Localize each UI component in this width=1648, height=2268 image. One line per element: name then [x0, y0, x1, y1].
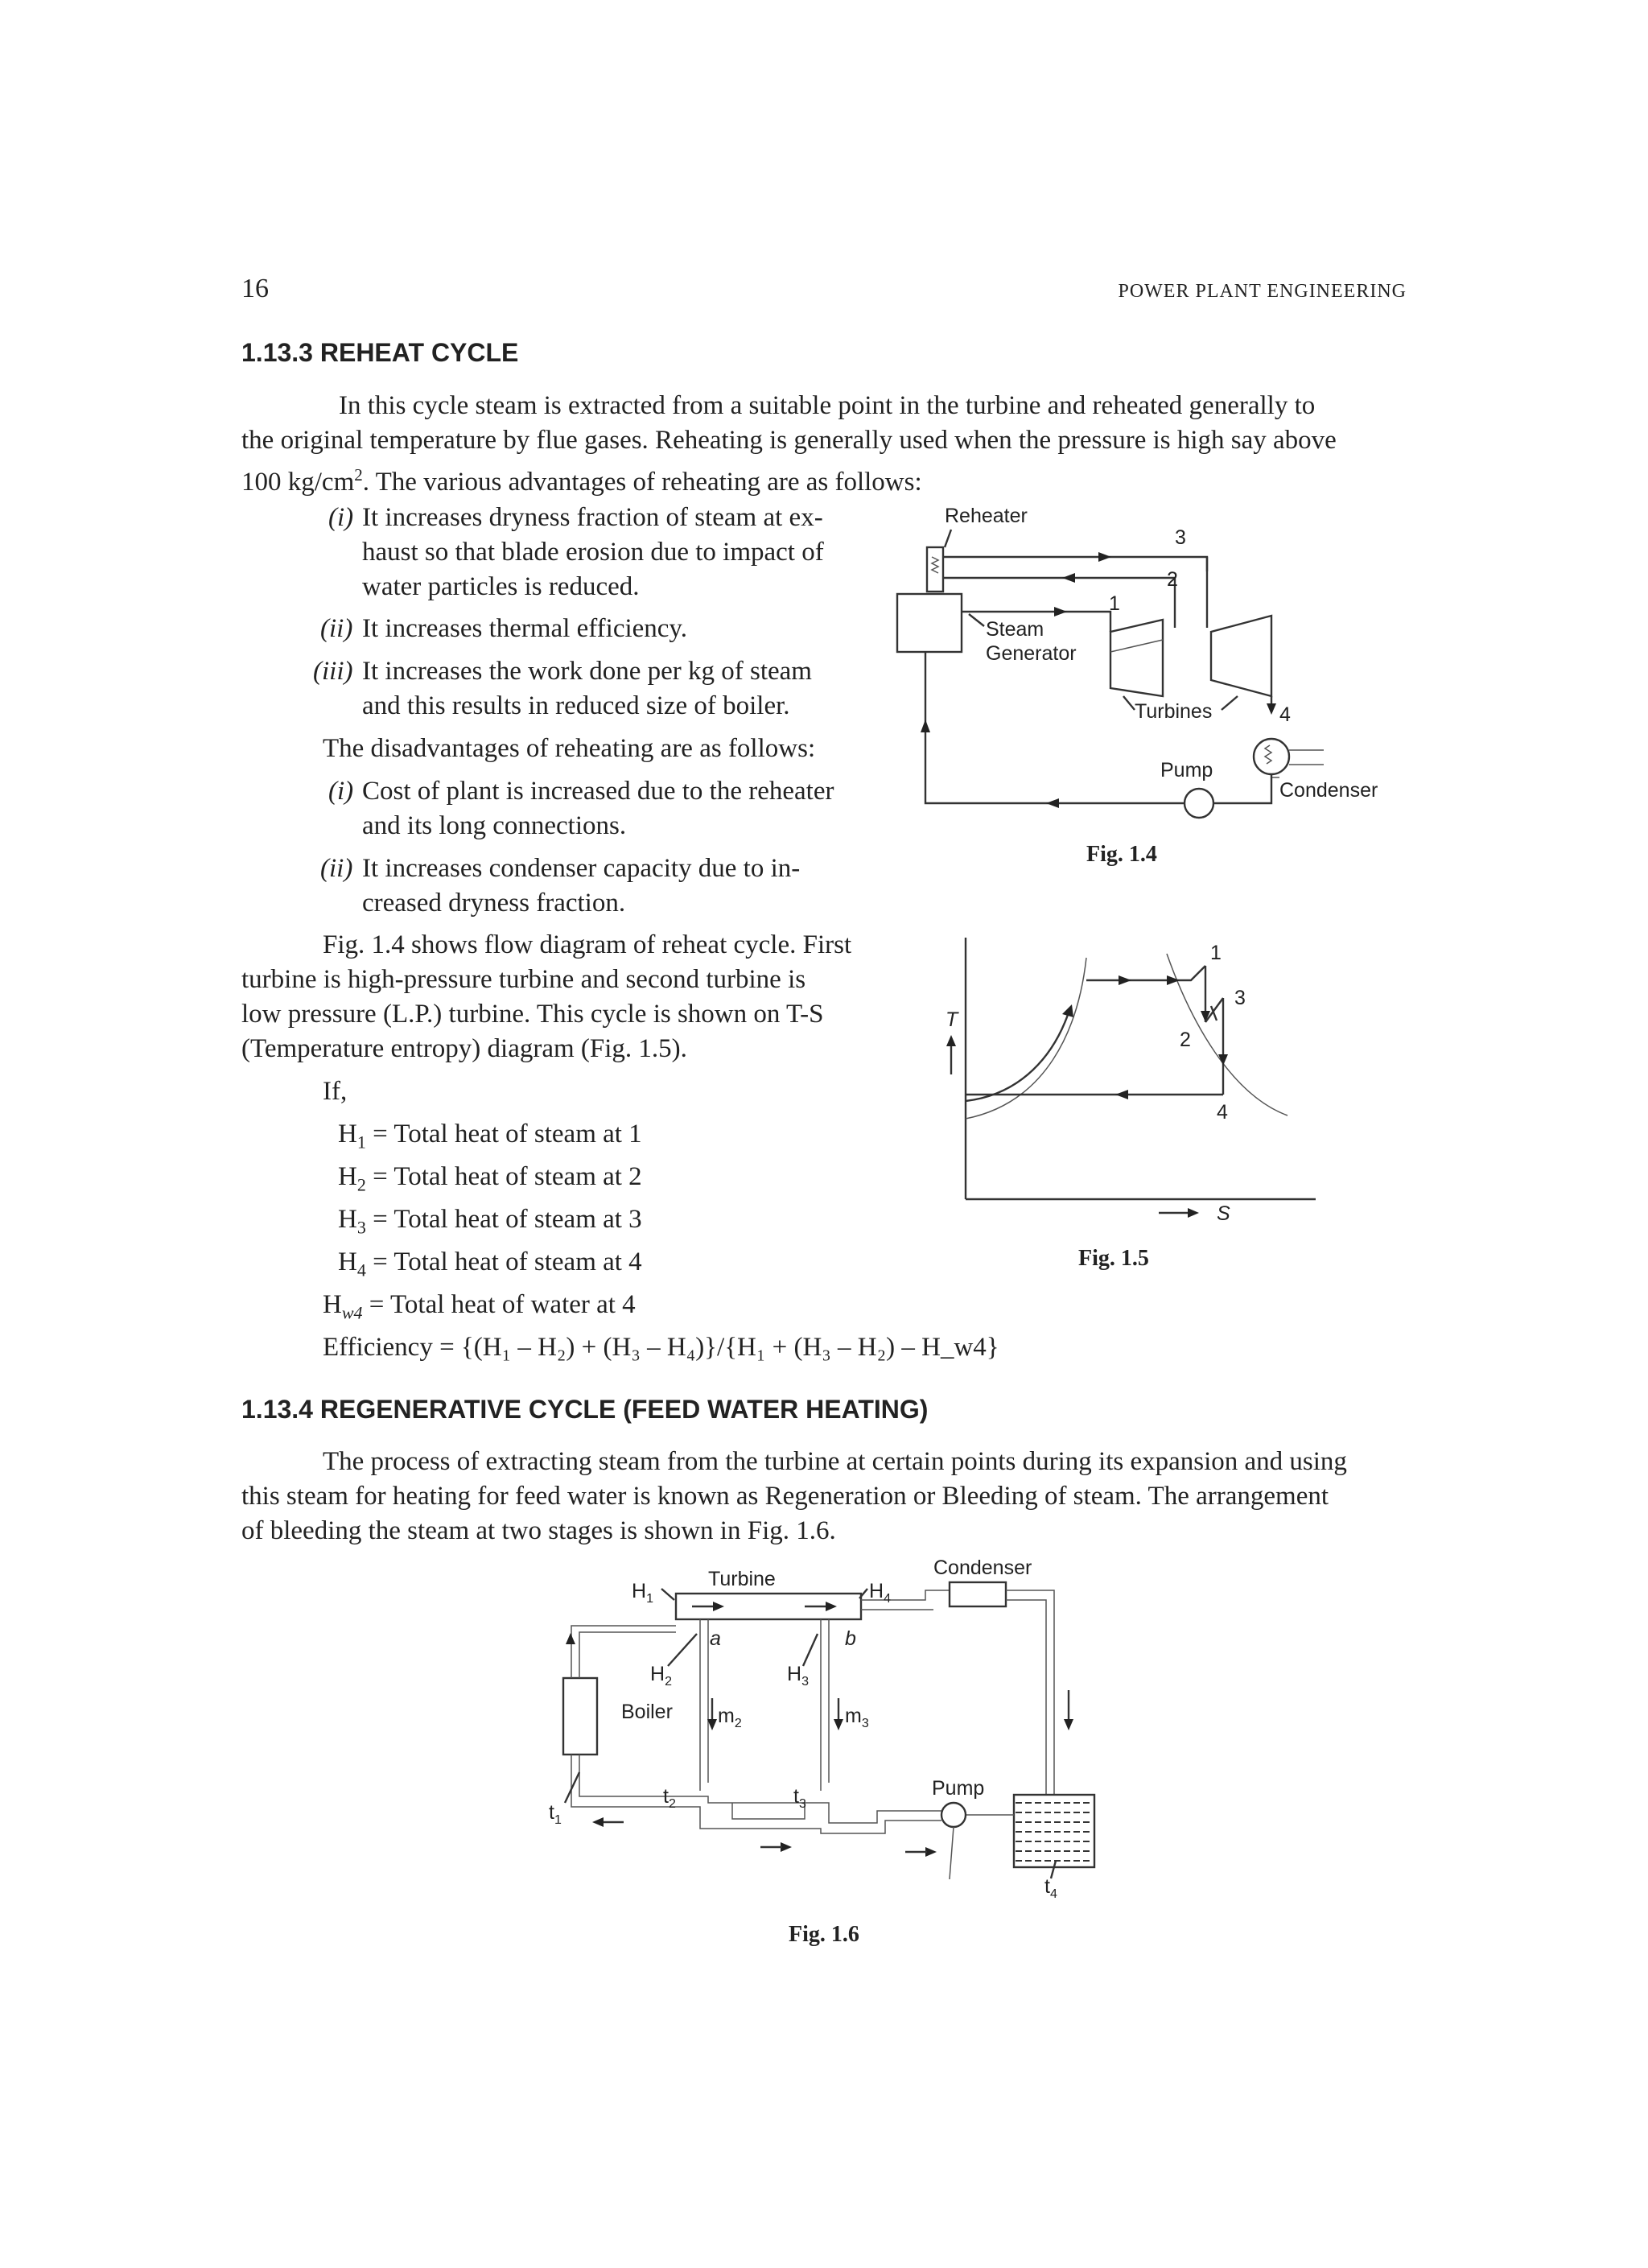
arrow-icon	[1119, 975, 1131, 985]
arrow-icon	[1062, 1004, 1073, 1017]
arrow-icon	[566, 1633, 575, 1644]
definition-item: $H_2$ = Total heat of steam at 2	[338, 1162, 642, 1195]
label-pump: Pump	[932, 1777, 985, 1800]
leader-line	[1123, 696, 1135, 710]
boiler-box	[563, 1678, 597, 1755]
point-2-label: 2	[1167, 568, 1178, 591]
text-line: Fig. 1.4 shows flow diagram of reheat cycle. First	[323, 930, 852, 959]
regen-line-3: of bleeding the steam at two stages is shown in Fig. 1.6.	[241, 1516, 836, 1545]
list-item-text: It increases condenser capacity due to in-	[362, 854, 801, 883]
regen-line-1: The process of extracting steam from the turbine at certain points during its expansion and using	[323, 1447, 1347, 1476]
page-number: 16	[241, 274, 269, 303]
list-item-number: (iii)	[313, 657, 353, 686]
point-3-label: 3	[1234, 987, 1246, 1009]
leader-line	[668, 1634, 697, 1666]
arrow-icon	[707, 1719, 717, 1730]
arrow-icon	[946, 1035, 956, 1046]
label-h2: $H_2$	[650, 1663, 672, 1689]
arrow-icon	[1267, 703, 1276, 715]
turbine-line	[1110, 640, 1163, 652]
list-item-text: water particles is reduced.	[362, 572, 640, 601]
disadvantages-intro: The disadvantages of reheating are as follows:	[323, 734, 816, 763]
point-1-label: 1	[1210, 942, 1222, 964]
arrow-icon	[1098, 552, 1111, 562]
list-item-text: Cost of plant is increased due to the reheater	[362, 777, 834, 806]
text-line: low pressure (L.P.) turbine. This cycle is shown on T-S	[241, 1000, 824, 1029]
pump-leader	[950, 1827, 954, 1879]
t-axis-label: T	[946, 1008, 958, 1031]
label-a: a	[710, 1627, 721, 1650]
arrow-icon	[826, 1602, 837, 1611]
list-item-text: It increases dryness fraction of steam at ex-	[362, 503, 823, 532]
feed-line-lower	[571, 1755, 941, 1833]
list-item-number: (ii)	[320, 614, 353, 643]
definition-item: $H_4$ = Total heat of steam at 4	[338, 1247, 642, 1280]
list-item-text: It increases the work done per kg of steam	[362, 657, 812, 686]
condenser-icon	[1254, 739, 1289, 774]
label-boiler: Boiler	[621, 1701, 673, 1723]
cycle-heating-curve	[966, 1012, 1069, 1101]
pipe-condensate	[1213, 774, 1271, 803]
feed-line-upper	[579, 1755, 941, 1823]
arrow-icon	[781, 1842, 792, 1852]
reheater-coil-icon	[932, 557, 938, 573]
arrow-icon	[921, 720, 930, 732]
arrow-icon	[1064, 1719, 1073, 1730]
arrow-icon	[1188, 1208, 1199, 1218]
point-2-label: 2	[1180, 1029, 1191, 1051]
reheat-intro-line-1: In this cycle steam is extracted from a suitable point in the turbine and reheated generally to	[339, 391, 1316, 420]
label-turbines: Turbines	[1135, 700, 1213, 723]
if-word: If,	[323, 1077, 348, 1106]
label-h4: $H_4$	[869, 1580, 891, 1606]
reheater-box	[927, 547, 943, 592]
section-heading-regen: 1.13.4 REGENERATIVE CYCLE (FEED WATER HEATING)	[241, 1395, 929, 1424]
leader-line	[803, 1634, 818, 1666]
leader-line	[565, 1772, 579, 1803]
s-axis-label: S	[1217, 1202, 1230, 1225]
point-4-label: 4	[1217, 1101, 1228, 1124]
steam-generator-box	[897, 594, 962, 652]
condenser-coil-icon	[1265, 745, 1271, 764]
arrow-icon	[592, 1817, 604, 1827]
pipe-condenser-out	[1006, 1590, 1054, 1795]
label-b: b	[845, 1627, 856, 1650]
label-turbine: Turbine	[708, 1568, 776, 1590]
label-m3: $m_3$	[845, 1705, 869, 1730]
fig-1-6-caption: Fig. 1.6	[789, 1922, 859, 1947]
hp-turbine-icon	[1110, 620, 1163, 696]
fig-1-5-caption: Fig. 1.5	[1078, 1246, 1149, 1271]
label-t1: $t_1$	[549, 1801, 562, 1827]
arrow-icon	[834, 1719, 843, 1730]
point-3-label: 3	[1175, 526, 1186, 549]
leader-line	[1051, 1861, 1056, 1878]
reheat-intro-line-3: 100 $kg/cm^2$. The various advantages of reheating are as follows:	[241, 465, 922, 497]
definition-item: $H_1$ = Total heat of steam at 1	[338, 1120, 642, 1153]
arrow-icon	[1115, 1090, 1128, 1099]
label-condenser: Condenser	[1279, 779, 1378, 802]
section-heading-reheat: 1.13.3 REHEAT CYCLE	[241, 338, 519, 367]
fig-1-5-ts-diagram	[925, 926, 1344, 1231]
label-pump: Pump	[1160, 759, 1213, 781]
leader-line	[969, 614, 984, 626]
leader-line	[945, 530, 951, 547]
running-title: POWER PLANT ENGINEERING	[1118, 281, 1407, 302]
label-t4: $t_4$	[1044, 1875, 1057, 1901]
fig-1-4-flow-diagram	[885, 499, 1408, 821]
list-item-text: creased dryness fraction.	[362, 889, 626, 918]
label-condenser: Condenser	[933, 1557, 1032, 1579]
label-h3: $H_3$	[787, 1663, 809, 1689]
condenser-box	[950, 1582, 1006, 1606]
arrow-icon	[1054, 607, 1067, 616]
efficiency-equation: Efficiency = {(H₁ – H₂) + (H₃ – H₄)}/{H₁ + (H₃ – H₂) – H_w4}	[323, 1333, 999, 1362]
arrow-icon	[925, 1847, 937, 1857]
cycle-boiling-line	[1086, 966, 1205, 980]
list-item-text: haust so that blade erosion due to impact of	[362, 538, 824, 567]
list-item-text: It increases thermal efficiency.	[362, 614, 688, 643]
list-item-number: (ii)	[320, 854, 353, 883]
list-item-number: (i)	[328, 777, 354, 806]
label-t3: $t_3$	[793, 1785, 806, 1811]
definition-item: $H_{w4}$ = Total heat of water at 4	[323, 1290, 636, 1323]
arrow-icon	[1046, 798, 1059, 808]
point-1-label: 1	[1109, 592, 1120, 615]
pipe-feed-return	[925, 652, 1184, 803]
pipe-condenser-out	[1006, 1600, 1046, 1795]
point-4-label: 4	[1279, 703, 1291, 726]
label-reheater: Reheater	[945, 505, 1028, 527]
lp-turbine-icon	[1211, 616, 1271, 696]
label-t2: $t_2$	[663, 1785, 676, 1811]
text-line: turbine is high-pressure turbine and second turbine is	[241, 965, 806, 994]
arrow-icon	[713, 1602, 724, 1611]
fig-1-4-caption: Fig. 1.4	[1086, 842, 1157, 867]
label-m2: $m_2$	[718, 1705, 742, 1730]
leader-line	[1222, 696, 1238, 710]
definition-item: $H_3$ = Total heat of steam at 3	[338, 1205, 642, 1238]
list-item-text: and this results in reduced size of boiler.	[362, 691, 790, 720]
list-item-number: (i)	[328, 503, 354, 532]
reheat-line	[1205, 998, 1223, 1022]
arrow-icon	[1062, 573, 1075, 583]
label-steam: Steam	[986, 618, 1044, 641]
label-generator: Generator	[986, 642, 1077, 665]
reheat-intro-line-2: the original temperature by flue gases. Reheating is generally used when the pressure is high say above	[241, 426, 1337, 455]
pump-icon	[941, 1803, 966, 1827]
regen-line-2: this steam for heating for feed water is known as Regeneration or Bleeding of steam. The arrangement	[241, 1482, 1329, 1511]
list-item-text: and its long connections.	[362, 811, 627, 840]
pump-icon	[1184, 789, 1213, 818]
leader-line	[661, 1589, 674, 1600]
fig-1-6-regenerative-diagram	[547, 1557, 1110, 1901]
label-h1: $H_1$	[632, 1580, 653, 1606]
text-line: (Temperature entropy) diagram (Fig. 1.5).	[241, 1034, 687, 1063]
